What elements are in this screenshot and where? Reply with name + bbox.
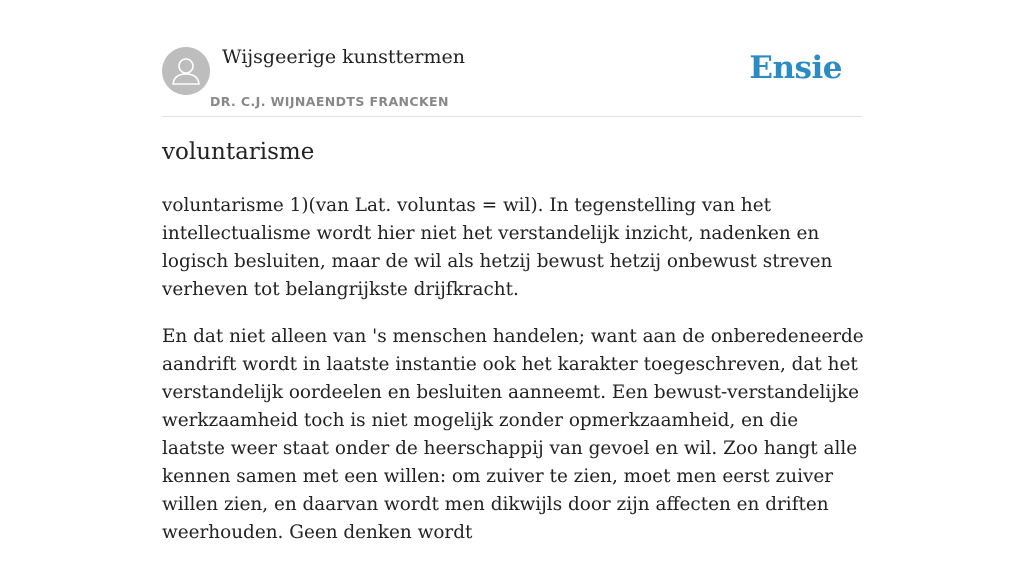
book-title[interactable]: Wijsgeerige kunsttermen	[222, 46, 466, 68]
article-title: voluntarisme	[162, 139, 315, 165]
author-name[interactable]: DR. C.J. WIJNAENDTS FRANCKEN	[210, 94, 449, 109]
page-container	[162, 0, 864, 543]
user-avatar-icon	[162, 47, 210, 95]
author-avatar[interactable]	[162, 47, 210, 95]
article-paragraph: En dat niet alleen van 's menschen handelen; want aan de onberedeneerde aandrift wordt in laatste instantie ook het karakter toegeschreven, dat het verstandelijk oordeelen en besluiten aanneemt. Een bewust-verstandelijke werkzaamheid toch is niet mogelijk zonder opmerkzaamheid, en die laatste weer staat onder de heerschappij van gevoel en wil. Zoo hangt alle kennen samen met een willen: om zuiver te zien, moet men eerst zuiver willen zien, en daarvan wordt men dikwijls door zijn affecten en driften weerhouden. Geen denken wordt	[162, 326, 864, 543]
header	[162, 0, 862, 117]
article-body	[162, 192, 864, 566]
article-paragraph: voluntarisme 1)(van Lat. voluntas = wil). In tegenstelling van het intellectualisme wordt hier niet het verstandelijk inzicht, nadenken en logisch besluiten, maar de wil als hetzij bewust hetzij onbewust streven verheven tot belangrijkste drijfkracht.	[162, 195, 833, 300]
ensie-logo[interactable]: Ensie	[749, 50, 842, 86]
